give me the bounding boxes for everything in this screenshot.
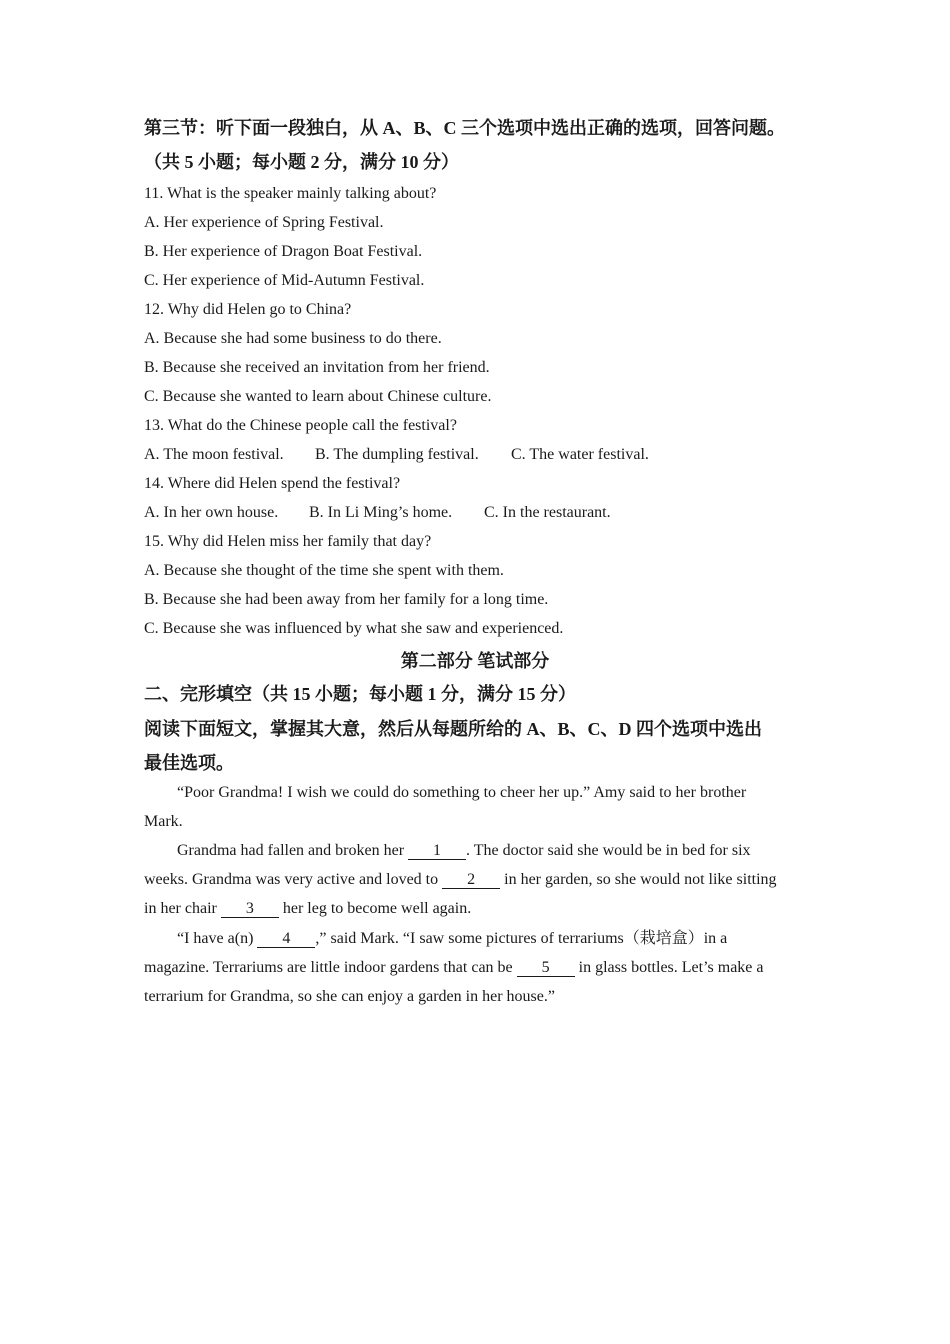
passage-p3-line1: “I have a(n) 4 ,” said Mark. “I saw some pictures of terrariums（栽培盒）in a <box>177 930 728 947</box>
question-11: 11. What is the speaker mainly talking about? <box>144 185 437 202</box>
q12-option-c: C. Because she wanted to learn about Chinese culture. <box>144 388 492 405</box>
blank-1: 1 <box>408 843 466 860</box>
passage-p1-line1: “Poor Grandma! I wish we could do something to cheer her up.” Amy said to her brother <box>177 784 747 801</box>
q13-option-b: B. The dumpling festival. <box>315 446 479 463</box>
blank-4: 4 <box>257 931 315 948</box>
q15-option-a: A. Because she thought of the time she spent with them. <box>144 562 504 579</box>
q14-option-a: A. In her own house. <box>144 504 279 521</box>
question-13: 13. What do the Chinese people call the festival? <box>144 417 457 434</box>
q14-option-b: B. In Li Ming’s home. <box>309 504 453 521</box>
q11-option-c: C. Her experience of Mid-Autumn Festival. <box>144 272 425 289</box>
cloze-heading: 二、完形填空（共 15 小题；每小题 1 分，满分 15 分） <box>144 684 576 704</box>
q14-option-c: C. In the restaurant. <box>484 504 611 521</box>
question-14: 14. Where did Helen spend the festival? <box>144 475 401 492</box>
passage-p3-line3: terrarium for Grandma, so she can enjoy a garden in her house.” <box>144 988 555 1005</box>
q15-option-c: C. Because she was influenced by what she saw and experienced. <box>144 620 564 637</box>
blank-5: 5 <box>517 960 575 977</box>
passage-p3-line2: magazine. Terrariums are little indoor gardens that can be 5 in glass bottles. Let’s make a <box>144 959 764 976</box>
cloze-instruction-line1: 阅读下面短文，掌握其大意，然后从每题所给的 A、B、C、D 四个选项中选出 <box>144 719 762 739</box>
passage-p2-line1: Grandma had fallen and broken her 1 . The doctor said she would be in bed for six <box>177 842 751 859</box>
passage-p2-line3: in her chair 3 her leg to become well again. <box>144 900 472 917</box>
q15-option-b: B. Because she had been away from her family for a long time. <box>144 591 549 608</box>
q11-option-b: B. Her experience of Dragon Boat Festival. <box>144 243 423 260</box>
q13-option-a: A. The moon festival. <box>144 446 284 463</box>
q12-option-a: A. Because she had some business to do there. <box>144 330 442 347</box>
q12-option-b: B. Because she received an invitation from her friend. <box>144 359 490 376</box>
q14-options <box>144 503 611 523</box>
q11-option-a: A. Her experience of Spring Festival. <box>144 214 384 231</box>
question-15: 15. Why did Helen miss her family that day? <box>144 533 432 550</box>
blank-3: 3 <box>221 901 279 918</box>
q13-options <box>144 445 649 465</box>
question-12: 12. Why did Helen go to China? <box>144 301 352 318</box>
blank-2: 2 <box>442 872 500 889</box>
passage-p2-line2: weeks. Grandma was very active and loved to 2 in her garden, so she would not like sitting <box>144 871 777 888</box>
section3-points: （共 5 小题；每小题 2 分，满分 10 分） <box>144 152 459 172</box>
part2-title: 第二部分 笔试部分 <box>400 651 550 671</box>
q13-option-c: C. The water festival. <box>511 446 649 463</box>
passage-p1-line2: Mark. <box>144 813 183 830</box>
cloze-instruction-line2: 最佳选项。 <box>144 753 234 773</box>
section3-heading: 第三节：听下面一段独白，从 A、B、C 三个选项中选出正确的选项，回答问题。 <box>144 118 786 138</box>
